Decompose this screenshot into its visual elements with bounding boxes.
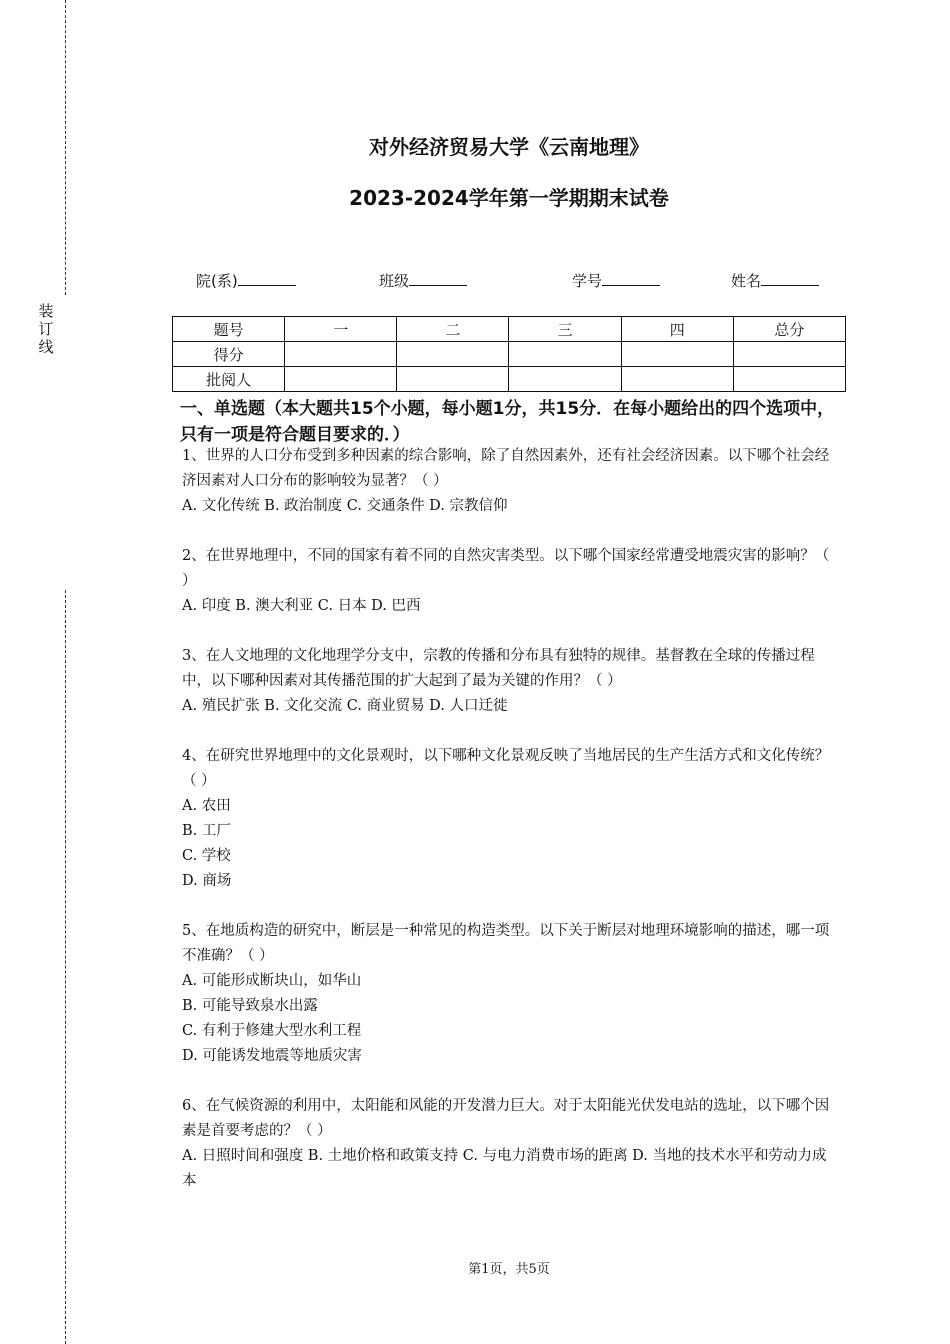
score-cell xyxy=(733,342,845,367)
question-option: A. 农田 xyxy=(182,798,231,814)
grader-cell xyxy=(621,367,733,392)
binding-dashed-line-bottom xyxy=(65,590,66,1344)
dept-field xyxy=(196,270,296,291)
question-stem: 4、在研究世界地理中的文化景观时，以下哪种文化景观反映了当地居民的生产生活方式和文化传统？（ ） xyxy=(182,748,830,789)
score-table-header-row xyxy=(173,317,846,342)
question-option: B. 可能导致泉水出露 xyxy=(182,998,318,1014)
name-label: 姓名 xyxy=(731,272,762,290)
grader-row xyxy=(173,367,846,392)
student-id-field xyxy=(572,270,660,291)
question-item xyxy=(182,544,840,619)
binding-label-char: 线 xyxy=(38,338,54,356)
question-item xyxy=(182,1094,840,1194)
page-number: 第1页，共5页 xyxy=(468,1262,550,1277)
question-stem: 1、世界的人口分布受到多种因素的综合影响，除了自然因素外，还有社会经济因素。以下哪个社会经济因素对人口分布的影响较为显著？（ ） xyxy=(182,448,830,489)
name-blank xyxy=(761,271,819,286)
question-option: B. 工厂 xyxy=(182,823,231,839)
binding-label-char: 装 xyxy=(38,302,54,320)
score-cell xyxy=(397,342,509,367)
student-id-label: 学号 xyxy=(572,272,603,290)
question-options: A. 印度 B. 澳大利亚 C. 日本 D. 巴西 xyxy=(182,598,421,614)
binding-line-label xyxy=(36,302,56,356)
score-header-cell: 总分 xyxy=(733,317,845,342)
class-label: 班级 xyxy=(379,272,410,290)
question-options: A. 文化传统 B. 政治制度 C. 交通条件 D. 宗教信仰 xyxy=(182,498,508,514)
student-id-blank xyxy=(602,271,660,286)
name-field xyxy=(731,270,819,291)
question-stem: 2、在世界地理中，不同的国家有着不同的自然灾害类型。以下哪个国家经常遭受地震灾害的影响？（ ） xyxy=(182,548,830,589)
grader-row-label: 批阅人 xyxy=(173,367,285,392)
section-heading-single-choice: 一、单选题（本大题共15个小题，每小题1分，共15分．在每小题给出的四个选项中，只有一项是符合题目要求的．） xyxy=(180,399,835,445)
question-option: A. 可能形成断块山，如华山 xyxy=(182,973,362,989)
grader-cell xyxy=(509,367,621,392)
grader-cell xyxy=(285,367,397,392)
question-item xyxy=(182,444,840,519)
score-header-cell: 题号 xyxy=(173,317,285,342)
question-item xyxy=(182,644,840,719)
exam-title-university: 对外经济贸易大学《云南地理》 xyxy=(369,135,649,159)
grader-cell xyxy=(397,367,509,392)
question-stem: 6、在气候资源的利用中，太阳能和风能的开发潜力巨大。对于太阳能光伏发电站的选址，以下哪个因素是首要考虑的？（ ） xyxy=(182,1098,830,1139)
class-field xyxy=(379,270,467,291)
score-cell xyxy=(621,342,733,367)
question-list xyxy=(182,444,840,1219)
dept-label: 院(系) xyxy=(196,272,238,290)
score-cell xyxy=(509,342,621,367)
question-options: A. 殖民扩张 B. 文化交流 C. 商业贸易 D. 人口迁徙 xyxy=(182,698,508,714)
score-header-cell: 四 xyxy=(621,317,733,342)
score-header-cell: 一 xyxy=(285,317,397,342)
question-item xyxy=(182,919,840,1069)
dept-blank xyxy=(238,271,296,286)
score-cell xyxy=(285,342,397,367)
binding-label-char: 订 xyxy=(38,320,54,338)
score-header-cell: 三 xyxy=(509,317,621,342)
question-options: A. 日照时间和强度 B. 土地价格和政策支持 C. 与电力消费市场的距离 D. 当地的技术水平和劳动力成本 xyxy=(182,1148,827,1189)
question-stem: 3、在人文地理的文化地理学分支中，宗教的传播和分布具有独特的规律。基督教在全球的传播过程中，以下哪种因素对其传播范围的扩大起到了最为关键的作用？（ ） xyxy=(182,648,815,689)
score-row-label: 得分 xyxy=(173,342,285,367)
question-stem: 5、在地质构造的研究中，断层是一种常见的构造类型。以下关于断层对地理环境影响的描述，哪一项不准确？（ ） xyxy=(182,923,830,964)
question-option: D. 可能诱发地震等地质灾害 xyxy=(182,1048,362,1064)
question-option: D. 商场 xyxy=(182,873,232,889)
exam-title-term: 2023-2024学年第一学期期末试卷 xyxy=(349,186,669,210)
score-header-cell: 二 xyxy=(397,317,509,342)
question-option: C. 有利于修建大型水利工程 xyxy=(182,1023,362,1039)
question-item xyxy=(182,744,840,894)
score-row xyxy=(173,342,846,367)
class-blank xyxy=(409,271,467,286)
question-option: C. 学校 xyxy=(182,848,231,864)
grader-cell xyxy=(733,367,845,392)
score-table xyxy=(172,316,846,392)
